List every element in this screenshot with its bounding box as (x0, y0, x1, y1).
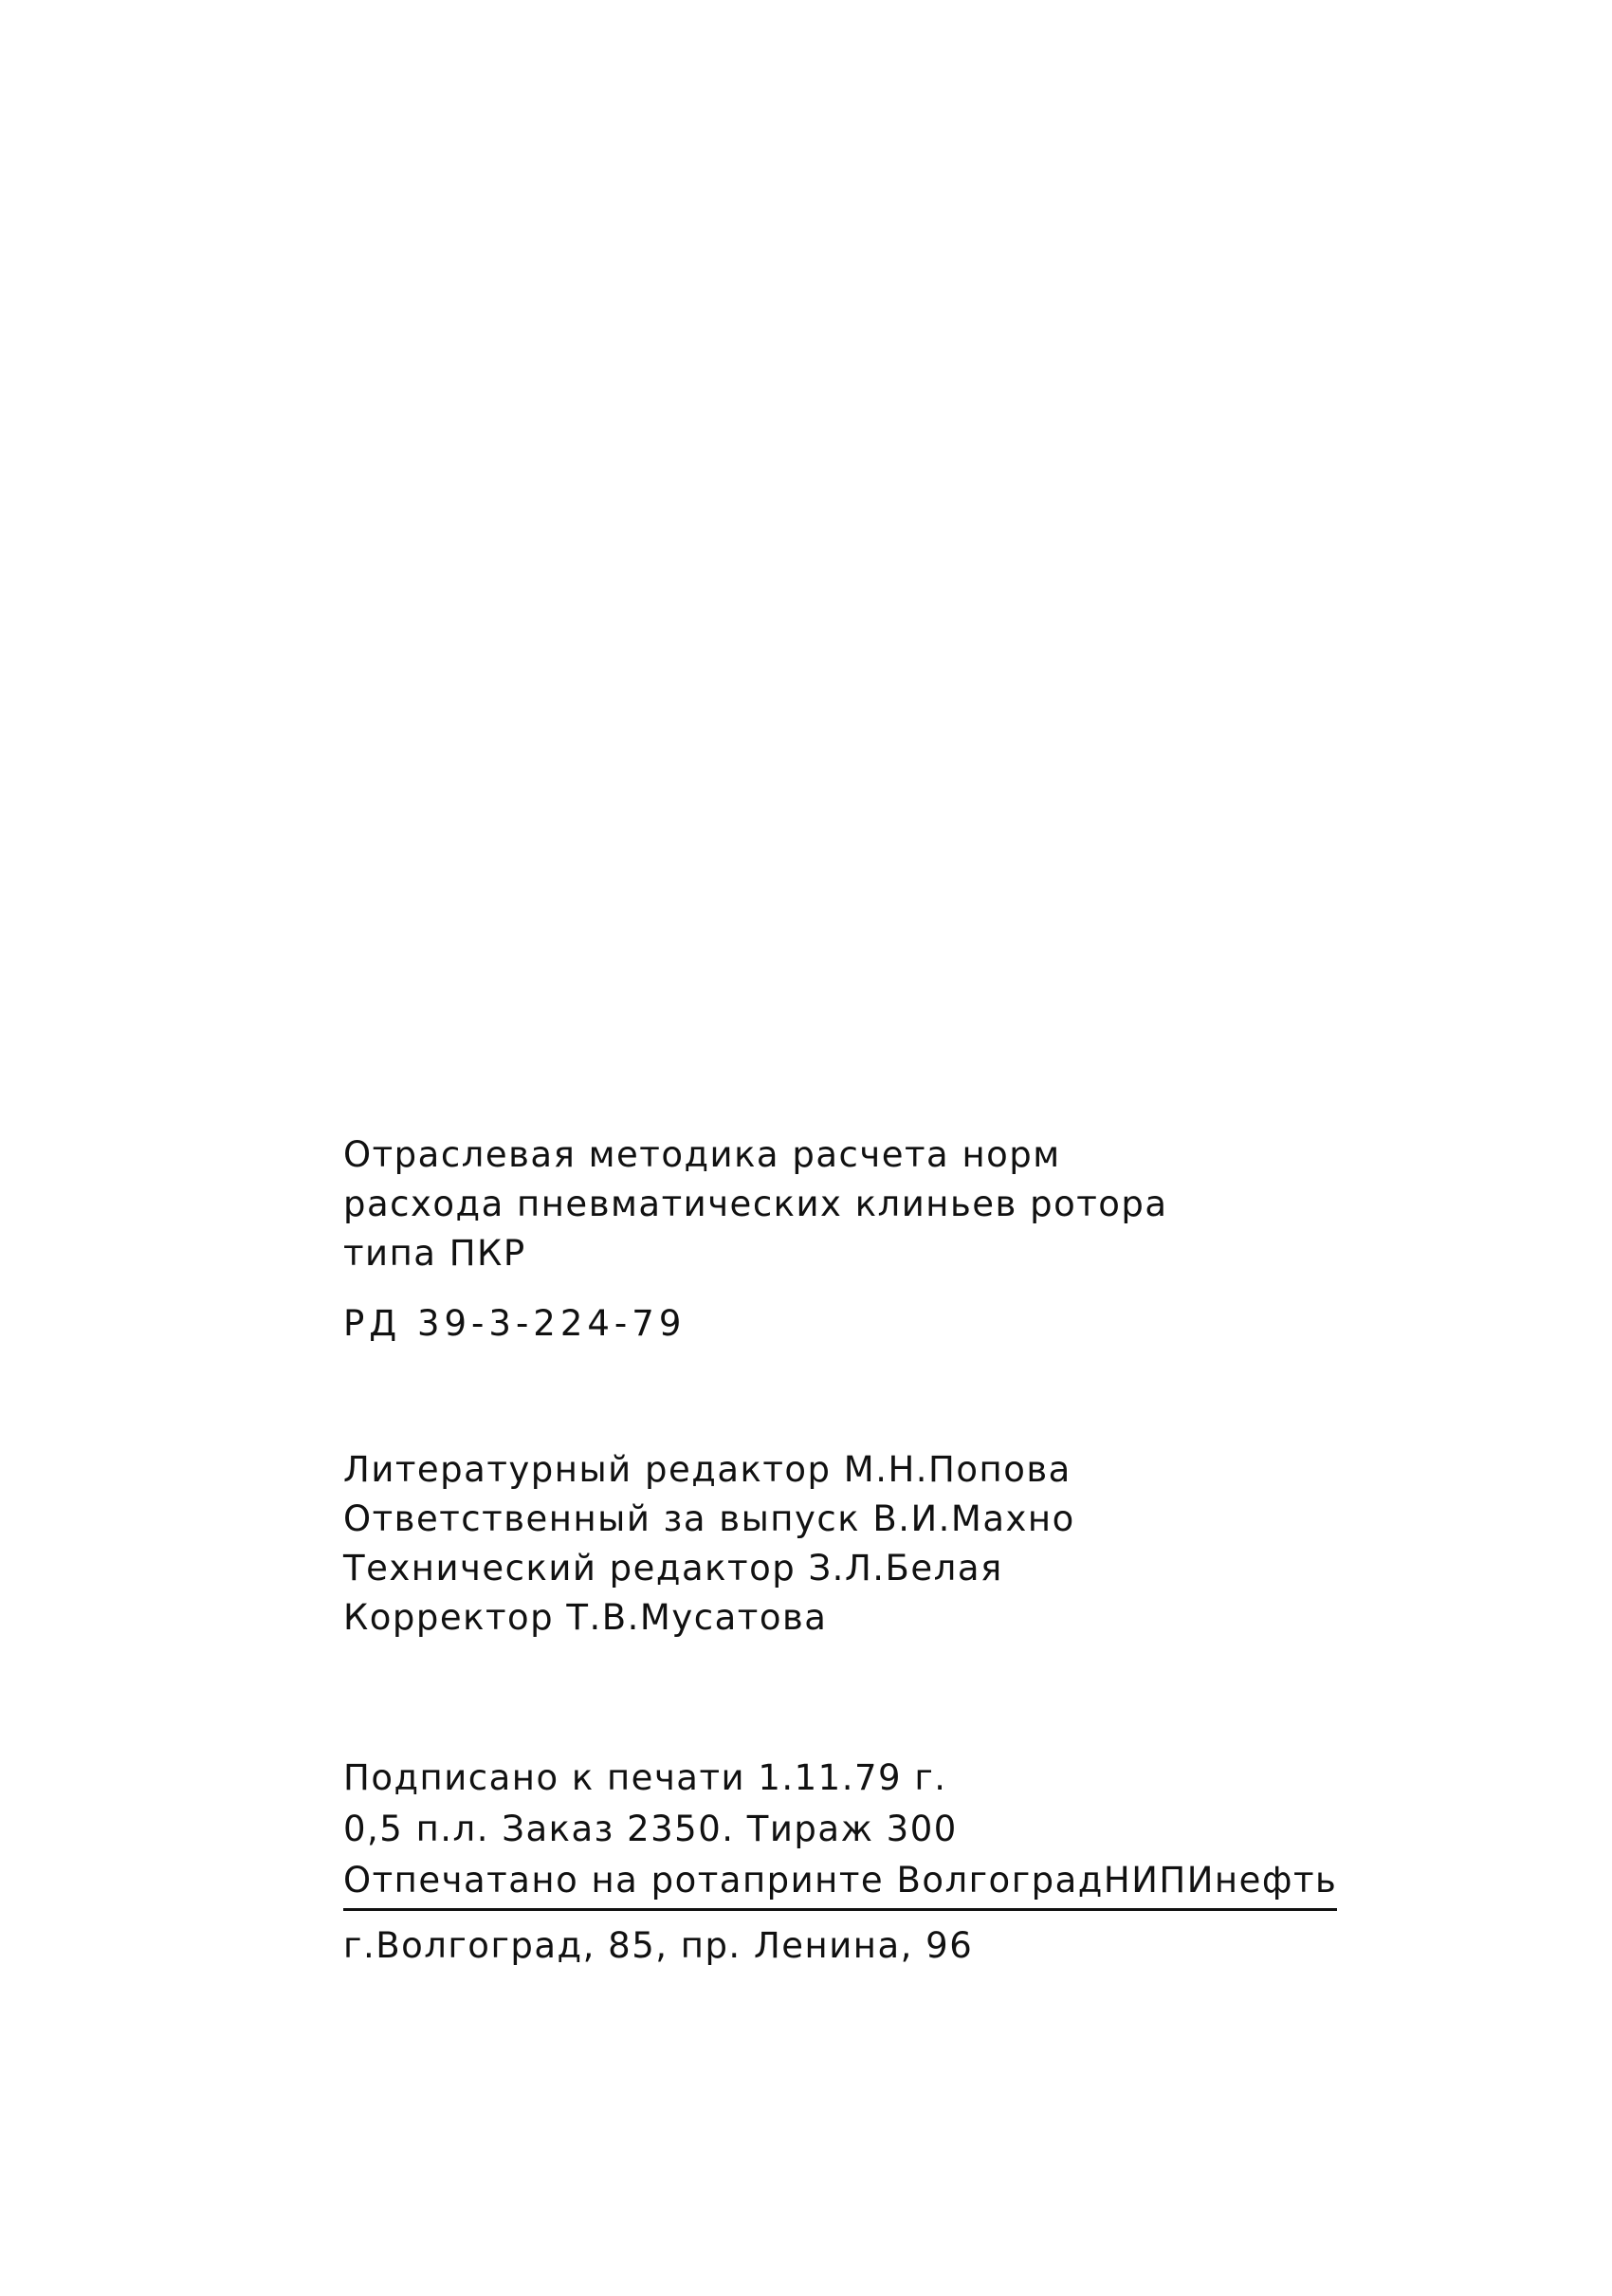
title-line-3: типа ПКР (343, 1233, 526, 1274)
literary-editor: Литературный редактор М.Н.Попова (343, 1449, 1072, 1490)
printer-info: Отпечатано на ротапринте ВолгоградНИПИнефть (343, 1855, 1337, 1911)
printer-address: г.Волгоград, 85, пр. Ленина, 96 (343, 1925, 974, 1966)
order-info: 0,5 п.л. Заказ 2350. Тираж 300 (343, 1809, 958, 1849)
title-line-2: расхода пневматических клиньев ротора (343, 1184, 1168, 1224)
technical-editor: Технический редактор З.Л.Белая (343, 1548, 1003, 1589)
title-line-1: Отраслевая методика расчета норм (343, 1134, 1061, 1175)
signed-for-print: Подписано к печати 1.11.79 г. (343, 1757, 947, 1798)
imprint (343, 1753, 1337, 1972)
proofreader: Корректор Т.В.Мусатова (343, 1597, 828, 1638)
document-code: РД 39-3-224-79 (343, 1303, 687, 1344)
document-title (343, 1130, 1168, 1278)
editors-list (343, 1445, 1075, 1643)
responsible-editor: Ответственный за выпуск В.И.Махно (343, 1498, 1075, 1539)
